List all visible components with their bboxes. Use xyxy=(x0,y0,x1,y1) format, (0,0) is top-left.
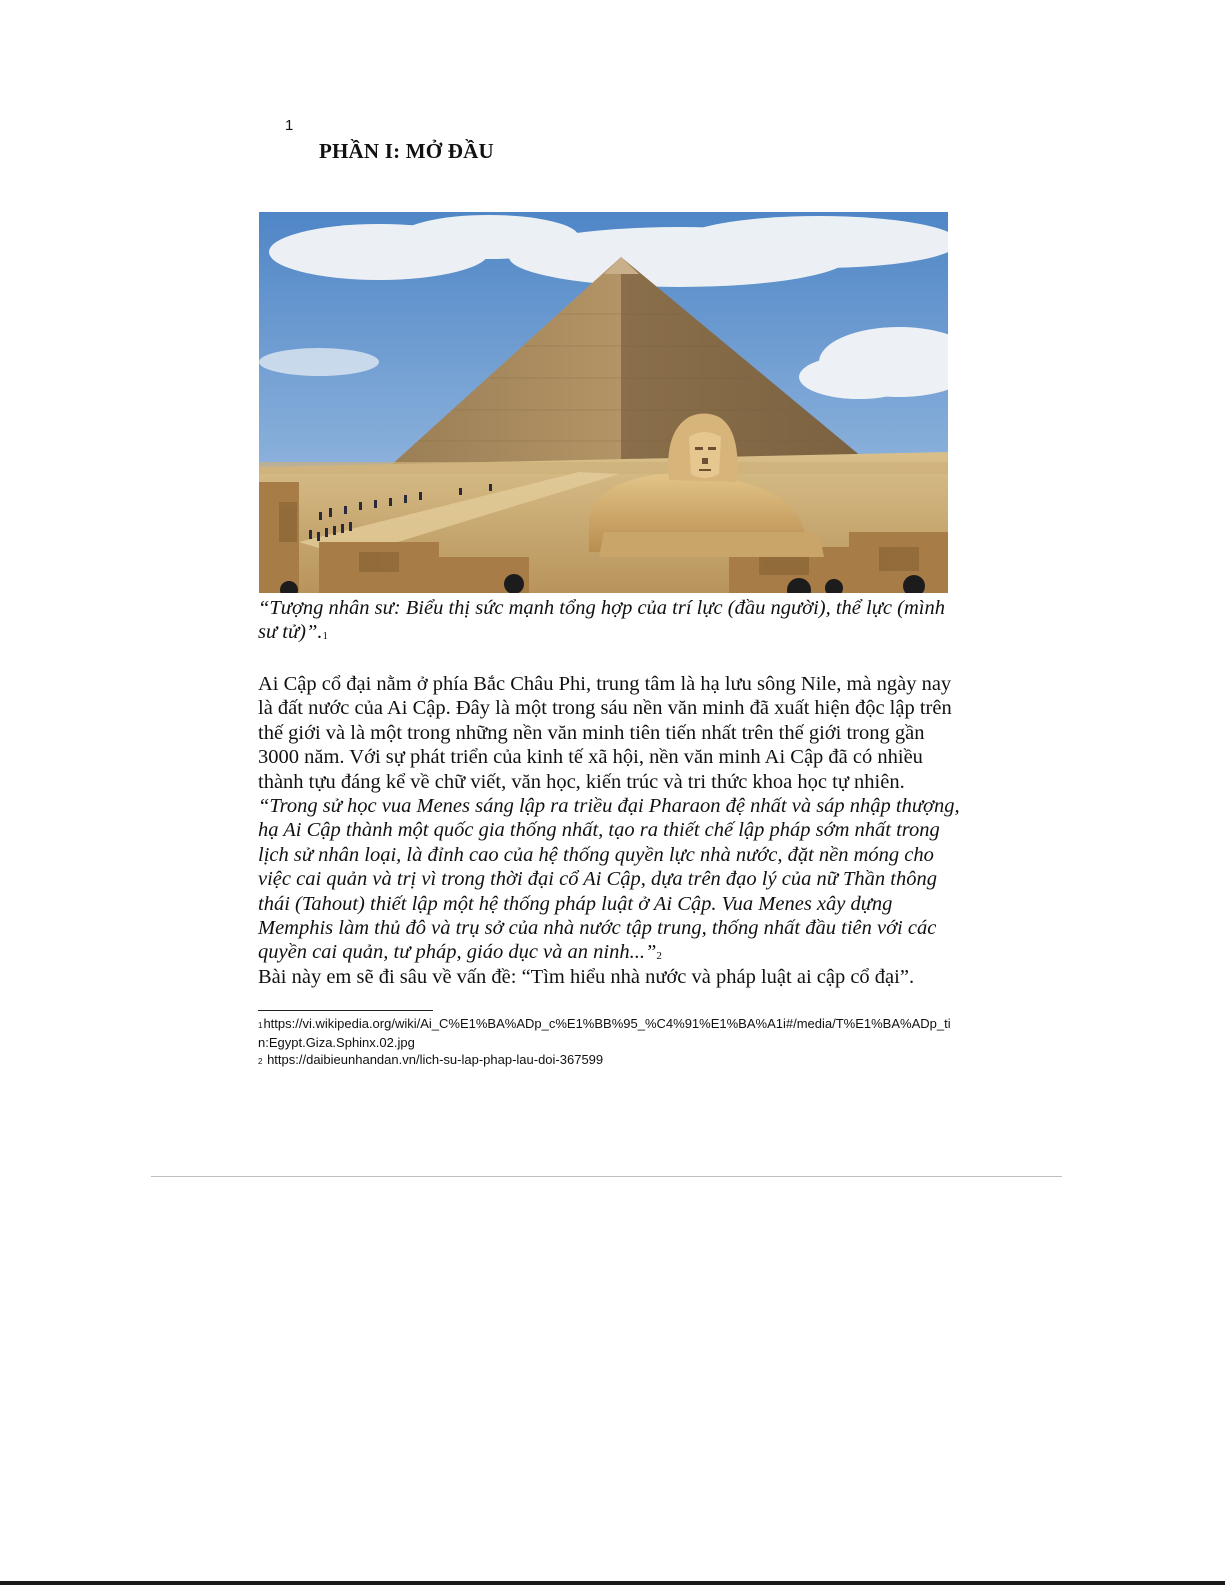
footnote-1 xyxy=(258,1015,958,1051)
footnote-2-link[interactable]: https://daibieunhandan.vn/lich-su-lap-phap-lau-doi-367599 xyxy=(263,1052,604,1067)
footnote-ref-2: 2 xyxy=(656,950,662,963)
page-break-line xyxy=(151,1176,1062,1177)
intro-paragraph xyxy=(258,672,963,969)
footnote-2-ref: 2 xyxy=(258,1057,263,1066)
closing-sentence: Bài này em sẽ đi sâu về vấn đề: “Tìm hiểu nhà nước và pháp luật ai cập cổ đại”. xyxy=(258,966,915,988)
footnote-separator xyxy=(258,1010,433,1011)
quoted-passage: “Trong sử học vua Menes sáng lập ra triều đại Pharaon đệ nhất và sáp nhập thượng, hạ Ai Cập thành một quốc gia thống nhất, tạo ra thiết chế lập pháp sớm nhất trong lịch sử nhân loại, là đỉnh cao của hệ thống quyền lực nhà nước, đặt nền móng cho việc cai quản và trị vì trong thời đại cổ Ai Cập, dựa trên đạo lý của nữ Thần thông thái (Tahout) thiết lập một hệ thống pháp luật ở Ai Cập. Vua Menes xây dựng Memphis làm thủ đô và trụ sở của nhà nước tập trung, thống nhất đầu tiên với các quyền cai quản, tư pháp, giáo dục và an ninh...” xyxy=(258,795,960,964)
caption-text: “Tượng nhân sư: Biểu thị sức mạnh tổng hợp của trí lực (đầu người), thể lực (mình sư tử)”. xyxy=(258,597,945,643)
footnote-2 xyxy=(258,1051,958,1070)
footnote-ref-1: 1 xyxy=(322,630,329,642)
pyramid-sphinx-photo xyxy=(259,212,948,593)
footnotes xyxy=(258,1015,958,1070)
page-number: 1 xyxy=(285,117,294,134)
footnote-1-link[interactable]: https://vi.wikipedia.org/wiki/Ai_C%E1%BA%ADp_c%E1%BB%95_%C4%91%E1%BA%A1i#/media/T%E1%BA%ADp_tin:Egypt.Giza.Sphinx.02.jpg xyxy=(258,1016,951,1050)
section-heading: PHẦN I: MỞ ĐẦU xyxy=(319,139,494,163)
bottom-edge xyxy=(0,1581,1225,1585)
figure-caption xyxy=(258,596,958,648)
footnote-1-ref: 1 xyxy=(258,1021,263,1030)
intro-text: Ai Cập cổ đại nằm ở phía Bắc Châu Phi, trung tâm là hạ lưu sông Nile, mà ngày nay là đất nước của Ai Cập. Đây là một trong sáu nền văn minh đã xuất hiện độc lập trên thế giới và là một trong những nền văn minh tiên tiến nhất trên thế giới trong gần 3000 năm. Với sự phát triển của kinh tế xã hội, nền văn minh Ai Cập đã có nhiều thành tựu đáng kể về chữ viết, văn học, kiến trúc và tri thức khoa học tự nhiên. xyxy=(258,673,952,793)
